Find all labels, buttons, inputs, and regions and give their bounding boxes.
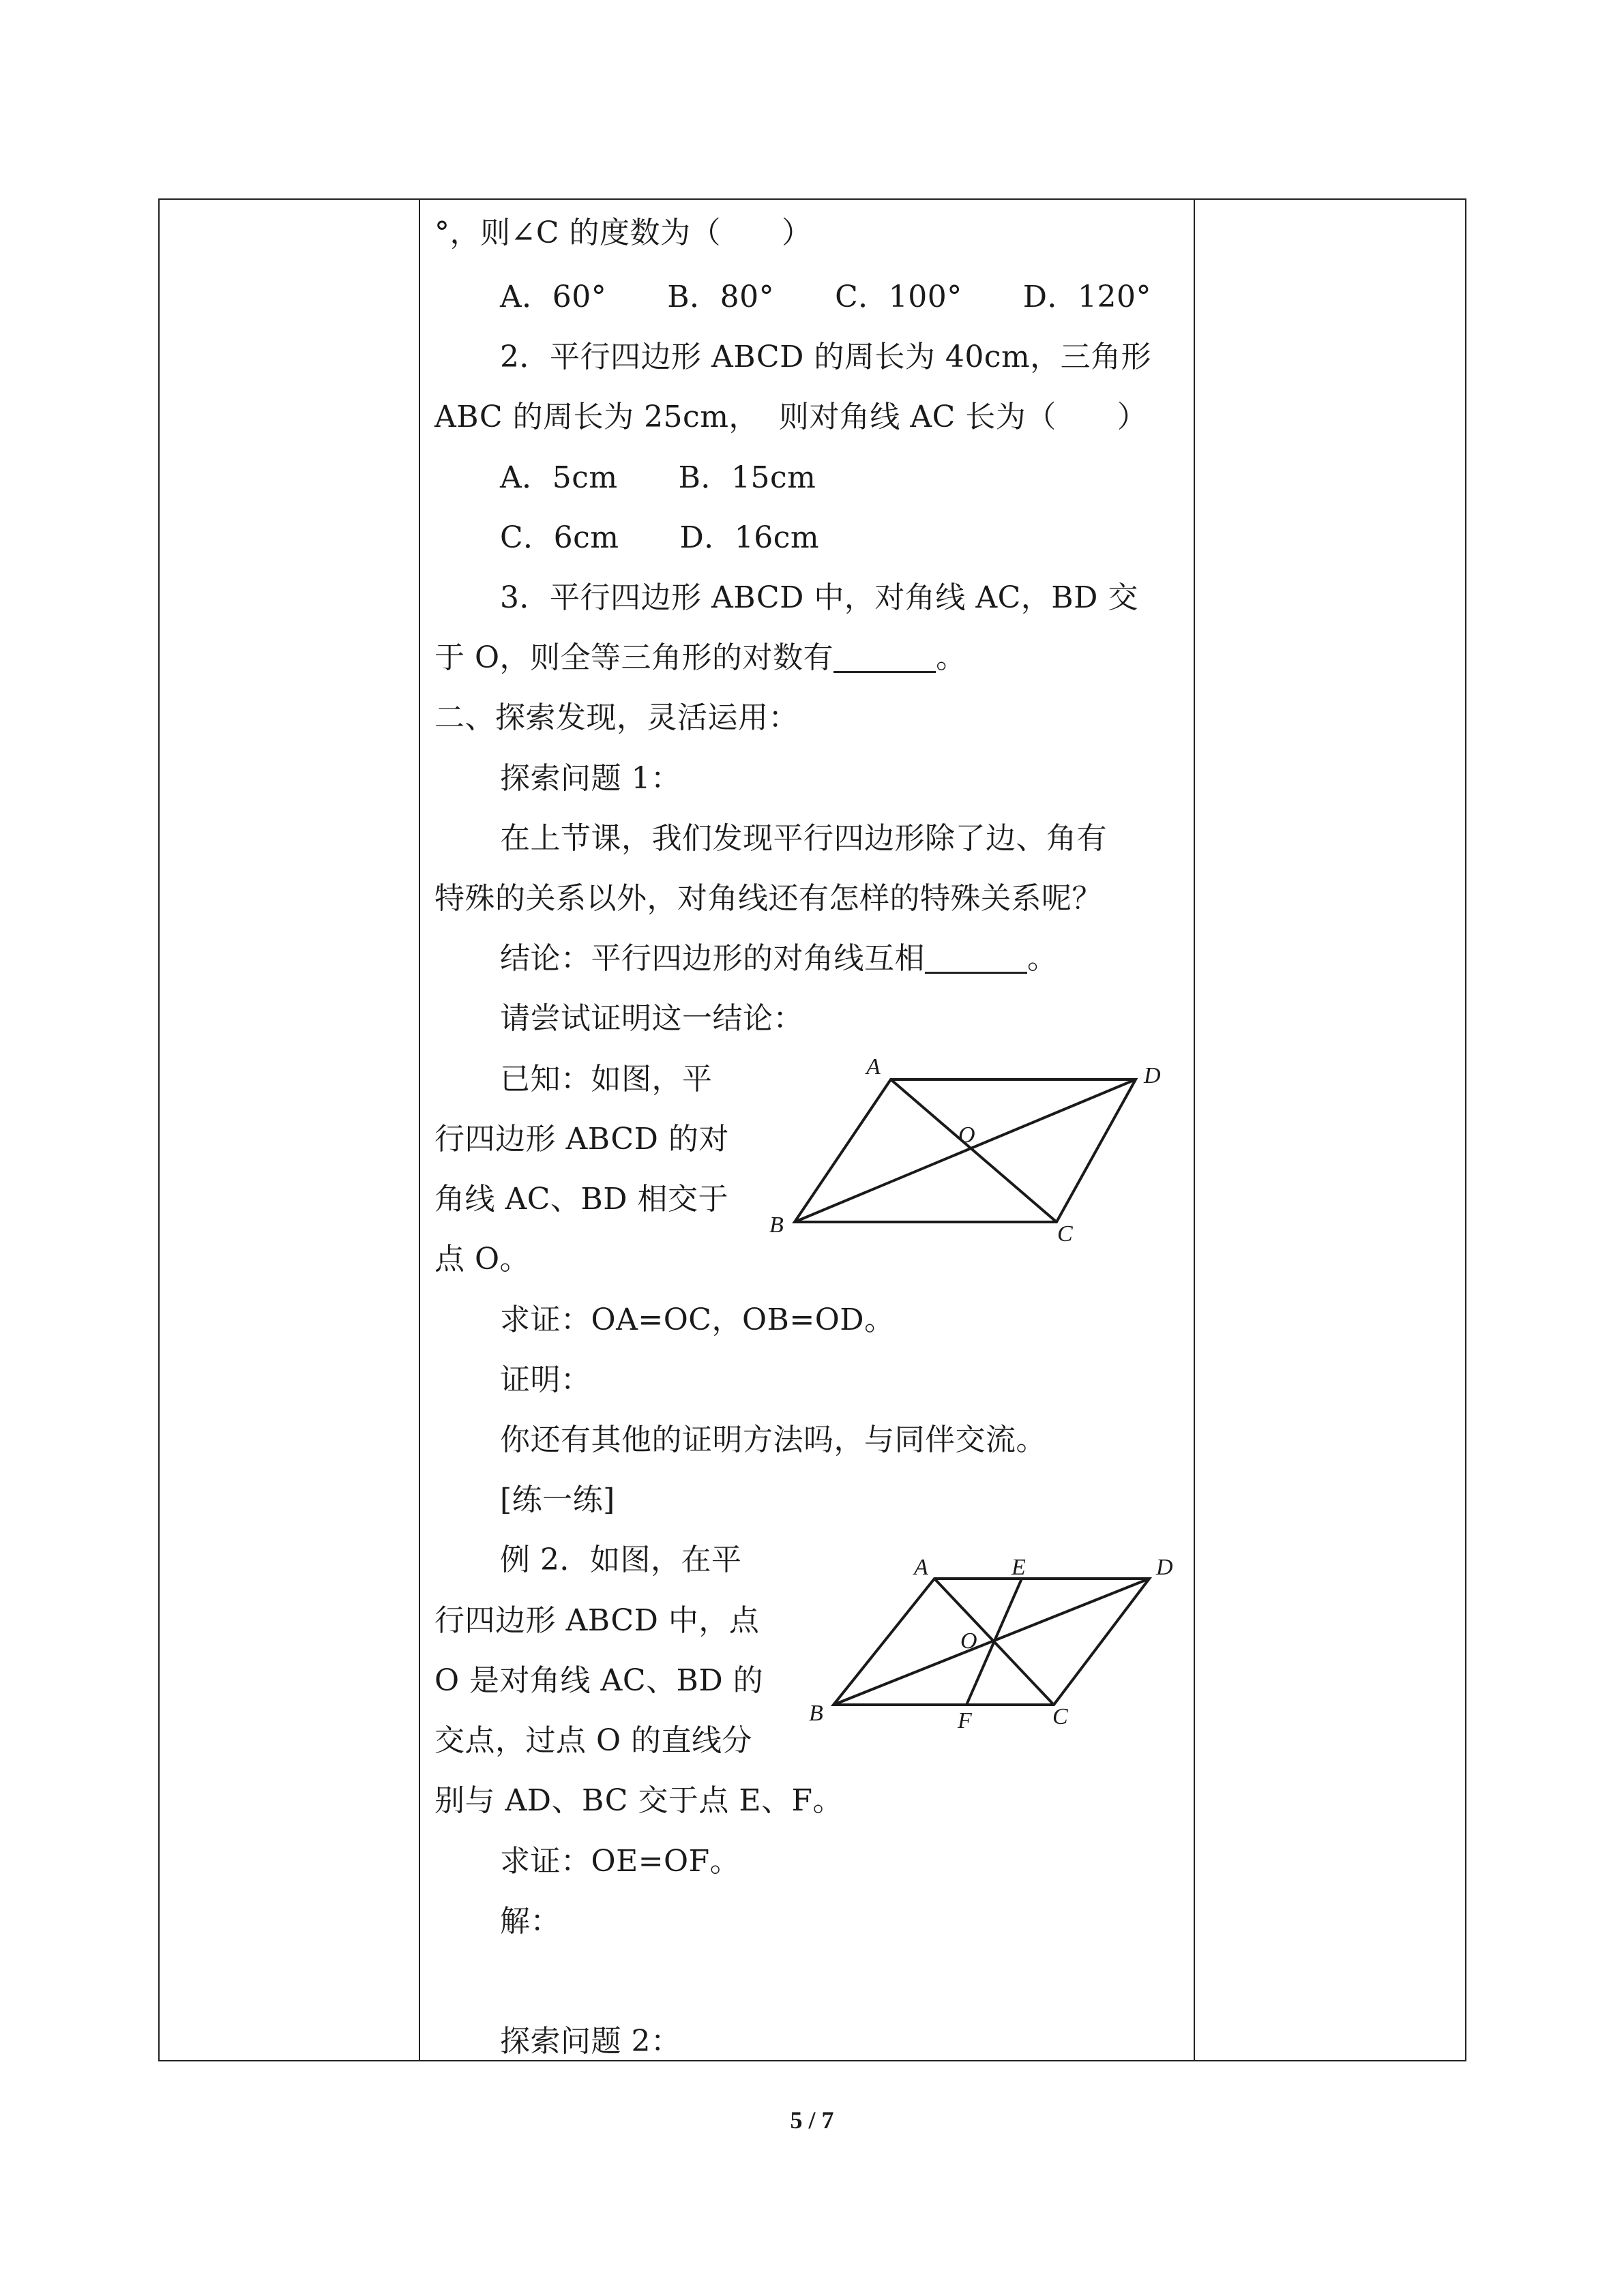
choice-line: C．6cm D．16cm [500, 520, 820, 555]
label-f: F [958, 1708, 972, 1733]
choice-line: A．60° B．80° C．100° D．120° [500, 280, 1151, 314]
text-line: °，则∠C 的度数为（ ） [434, 215, 812, 250]
text-line: 点 O。 [434, 1242, 531, 1277]
text-line: 证明： [500, 1362, 591, 1397]
label-a: A [866, 1054, 881, 1079]
label-b: B [769, 1212, 784, 1238]
question-line: ABC 的周长为 25cm， 则对角线 AC 长为（ ） [434, 400, 1148, 434]
text-line: 求证：OA=OC，OB=OD。 [500, 1302, 895, 1337]
label-c: C [1057, 1221, 1073, 1247]
answer-blank [833, 644, 936, 673]
text-line: [练一练] [500, 1482, 615, 1517]
label-c: C [1052, 1704, 1068, 1729]
question-line: 2．平行四边形 ABCD 的周长为 40cm，三角形 [500, 340, 1152, 374]
answer-blank [925, 944, 1027, 974]
label-d: D [1156, 1555, 1173, 1580]
diagonal-ac [891, 1079, 1057, 1222]
subsection-heading: 探索问题 1： [500, 761, 681, 796]
diagonal-bd [795, 1079, 1136, 1222]
label-o: O [960, 1628, 977, 1654]
text-line: 在上节课，我们发现平行四边形除了边、角有 [500, 821, 1107, 856]
label-d: D [1144, 1063, 1161, 1088]
text-line: 已知：如图，平 [500, 1062, 713, 1097]
page-number: 5 / 7 [790, 2106, 834, 2134]
label-a: A [914, 1555, 928, 1580]
text-line: 行四边形 ABCD 中，点 [434, 1603, 760, 1638]
text-line: 例 2．如图，在平 [500, 1542, 742, 1577]
text-line: 请尝试证明这一结论： [500, 1001, 803, 1036]
question-line: 于 O，则全等三角形的对数有 。 [434, 640, 966, 675]
choice-line: A．5cm B．15cm [500, 460, 816, 495]
conclusion-line: 结论：平行四边形的对角线互相 。 [500, 941, 1058, 976]
section-heading: 二、探索发现，灵活运用： [434, 700, 799, 735]
parallelogram-figure-1 [764, 1054, 1187, 1247]
text-line: 你还有其他的证明方法吗，与同伴交流。 [500, 1422, 1046, 1457]
text-line: 行四边形 ABCD 的对 [434, 1122, 729, 1157]
text-line: 特殊的关系以外，对角线还有怎样的特殊关系呢？ [434, 881, 1102, 916]
subsection-heading: 探索问题 2： [500, 2024, 681, 2059]
label-b: B [809, 1701, 823, 1726]
text-line: 求证：OE=OF。 [500, 1844, 741, 1879]
text-line: 角线 AC、BD 相交于 [434, 1182, 729, 1217]
label-o: O [958, 1122, 975, 1148]
table-right-divider [1194, 200, 1195, 2060]
table-left-divider [419, 200, 420, 2060]
text-line: O 是对角线 AC、BD 的 [434, 1663, 764, 1698]
text-line: 解： [500, 1904, 561, 1939]
question-line: 3．平行四边形 ABCD 中，对角线 AC，BD 交 [500, 580, 1138, 615]
text-line: 交点，过点 O 的直线分 [434, 1723, 753, 1758]
text-line: 别与 AD、BC 交于点 E、F。 [434, 1783, 843, 1818]
parallelogram-figure-2 [801, 1545, 1183, 1733]
label-e: E [1012, 1555, 1026, 1580]
